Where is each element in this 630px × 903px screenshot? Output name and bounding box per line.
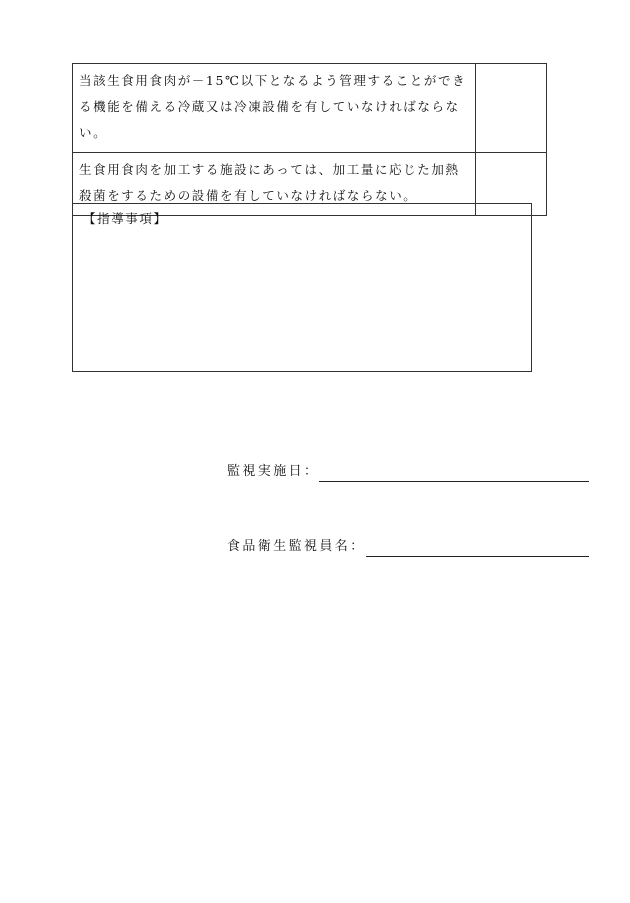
requirement-text-freezer: 当該生食用食肉が－15℃以下となるよう管理することができる機能を備える冷蔵又は冷凍設備を有していなければならない。 [73,64,476,153]
inspector-name-label: 食品衛生監視員名： [227,539,366,554]
guidance-notes-box[interactable] [72,203,532,372]
check-cell-freezer[interactable] [476,64,547,153]
guidance-heading: 【指導事項】 [83,211,168,226]
checklist-row-freezer [73,64,547,153]
requirements-checklist-table [72,63,547,216]
inspection-date-row [227,458,589,482]
inspection-date-field[interactable] [319,463,589,482]
inspector-name-field[interactable] [366,538,589,557]
requirement-text-sterilization: 生食用食肉を加工する施設にあっては、加工量に応じた加熱殺菌をするための設備を有していなければならない。 [73,153,476,216]
inspector-name-row [227,533,589,557]
inspection-date-label: 監視実施日： [227,464,320,479]
